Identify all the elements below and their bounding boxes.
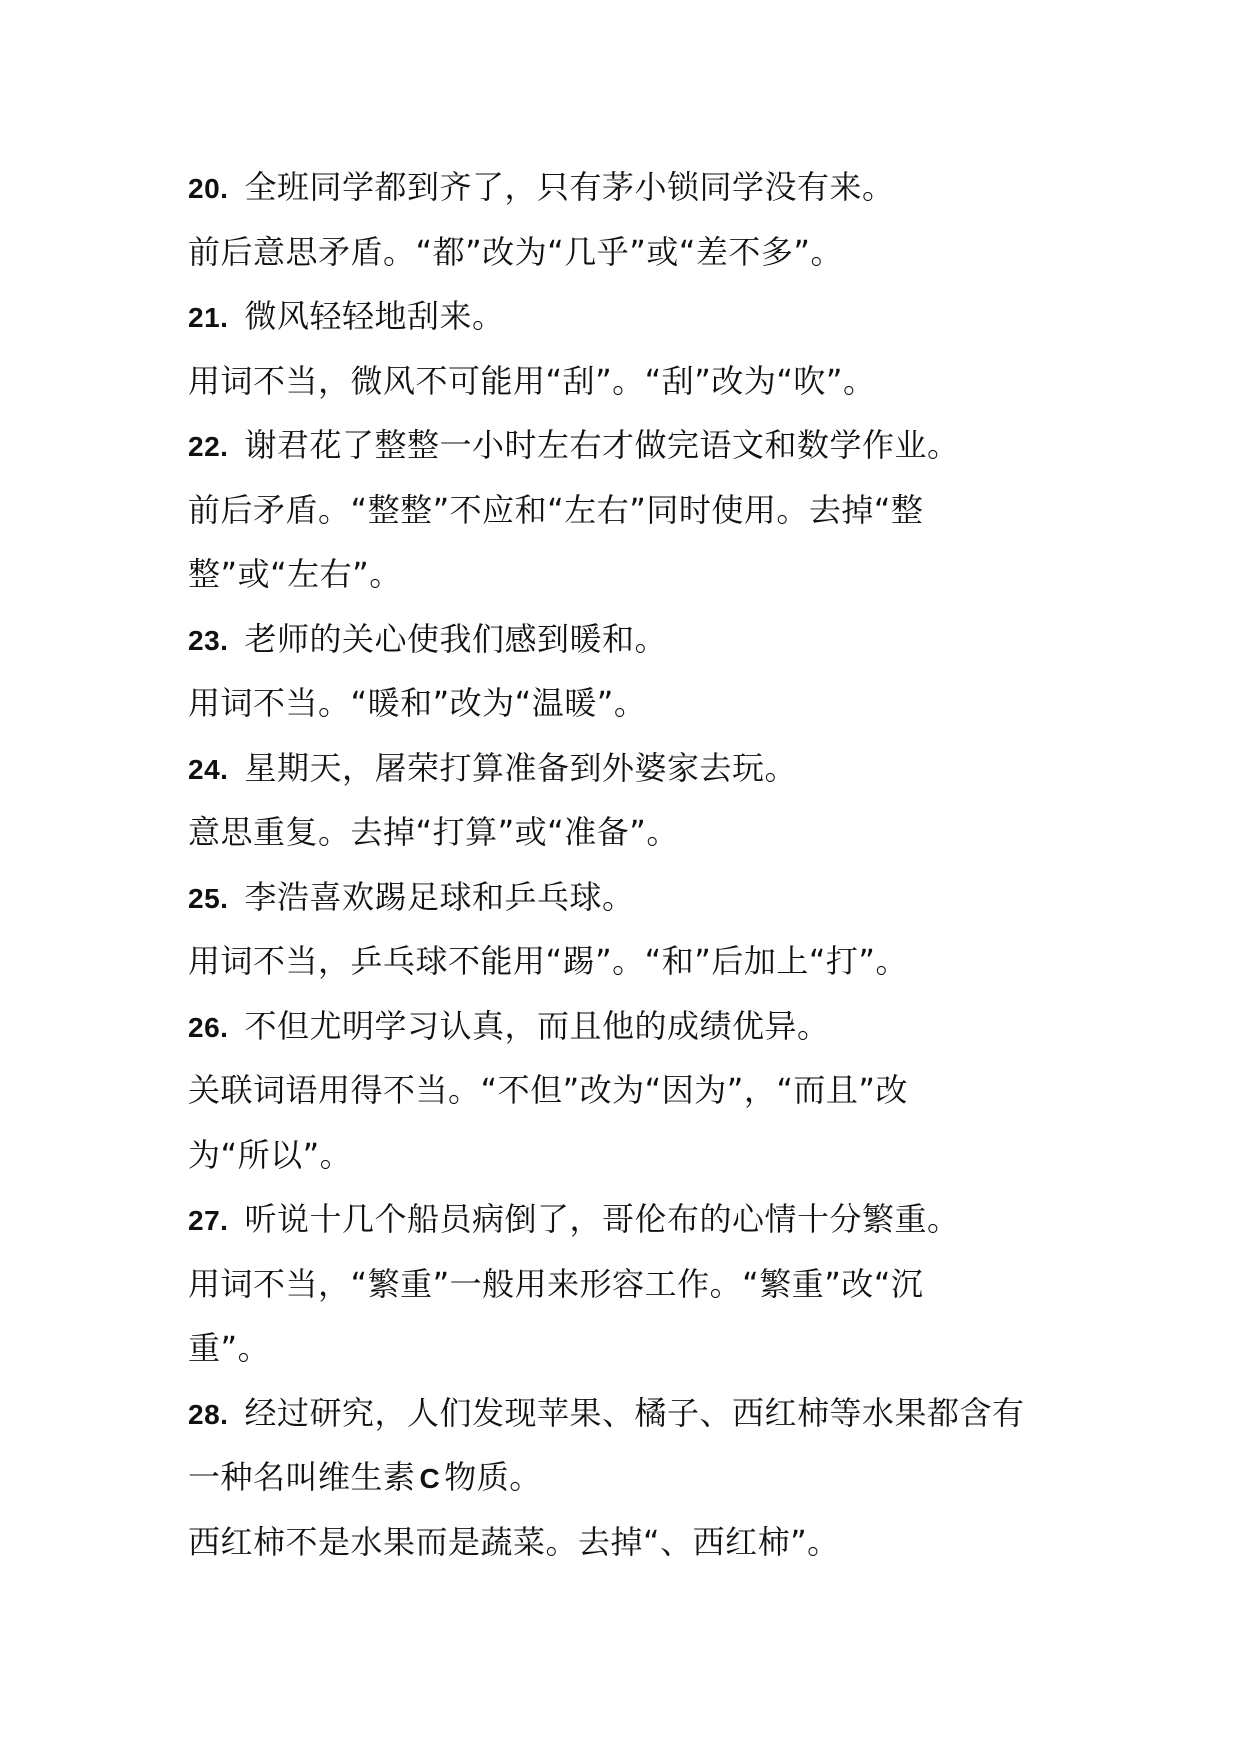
answer-text: 用词不当。“暖和”改为“温暖”。: [188, 684, 647, 722]
question-text: 谢君花了整整一小时左右才做完语文和数学作业。: [244, 426, 960, 464]
answer-text: 重”。: [188, 1329, 271, 1367]
question-text: 一种名叫维生素: [188, 1458, 416, 1496]
question-text: 李浩喜欢踢足球和乒乓球。: [244, 877, 635, 916]
answer-23: [188, 671, 1068, 736]
question-text: 不但尤明学习认真，而且他的成绩优异。: [244, 1006, 830, 1045]
question-text: 微风轻轻地刮来。: [244, 297, 505, 335]
answer-24: [188, 800, 1068, 865]
answer-text: 用词不当，“繁重”一般用来形容工作。“繁重”改“沉: [188, 1264, 924, 1303]
answer-20: [188, 220, 1068, 285]
question-26: [188, 994, 1068, 1059]
answer-text: 前后意思矛盾。“都”改为“几乎”或“差不多”。: [188, 232, 843, 271]
vitamin-letter: C: [419, 1463, 441, 1494]
exercise-list: [188, 155, 1068, 1574]
question-number: 20.: [188, 173, 229, 204]
question-27: [188, 1187, 1068, 1252]
question-22: [188, 413, 1068, 478]
question-text: 全班同学都到齐了，只有茅小锁同学没有来。: [244, 168, 895, 206]
question-28-cont: [188, 1445, 1068, 1510]
answer-text: 为“所以”。: [188, 1135, 353, 1174]
answer-text: 前后矛盾。“整整”不应和“左右”同时使用。去掉“整: [188, 490, 924, 529]
answer-text: 整”或“左右”。: [188, 555, 402, 593]
answer-21: [188, 349, 1068, 414]
question-number: 23.: [188, 624, 229, 656]
answer-26: [188, 1058, 1068, 1123]
question-number: 25.: [188, 882, 229, 914]
answer-26-cont: [188, 1123, 1068, 1188]
question-text: 星期天，屠荣打算准备到外婆家去玩。: [244, 748, 797, 787]
question-23: [188, 607, 1068, 672]
answer-text: 西红柿不是水果而是蔬菜。去掉“、西红柿”。: [188, 1522, 840, 1561]
answer-22: [188, 478, 1068, 543]
answer-27: [188, 1252, 1068, 1317]
question-number: 27.: [188, 1205, 229, 1236]
answer-text: 关联词语用得不当。“不但”改为“因为”，“而且”改: [188, 1071, 908, 1109]
question-number: 24.: [188, 753, 229, 785]
question-28: [188, 1381, 1068, 1446]
question-24: [188, 736, 1068, 801]
answer-27-cont: [188, 1316, 1068, 1381]
question-number: 28.: [188, 1398, 229, 1430]
question-text: 经过研究，人们发现苹果、橘子、西红柿等水果都含有: [244, 1393, 1025, 1432]
question-number: 26.: [188, 1011, 229, 1043]
question-text: 听说十几个船员病倒了，哥伦布的心情十分繁重。: [244, 1200, 960, 1238]
question-21: [188, 284, 1068, 349]
question-25: [188, 865, 1068, 930]
answer-text: 用词不当，乒乓球不能用“踢”。“和”后加上“打”。: [188, 942, 908, 980]
question-number: 21.: [188, 302, 229, 333]
question-number: 22.: [188, 431, 229, 462]
question-20: [188, 155, 1068, 220]
answer-text: 意思重复。去掉“打算”或“准备”。: [188, 813, 679, 851]
question-text: 老师的关心使我们感到暖和。: [244, 619, 667, 658]
answer-25: [188, 929, 1068, 994]
question-text: 物质。: [444, 1458, 542, 1496]
answer-22-cont: [188, 542, 1068, 607]
answer-text: 用词不当，微风不可能用“刮”。“刮”改为“吹”。: [188, 361, 876, 400]
answer-28: [188, 1510, 1068, 1575]
